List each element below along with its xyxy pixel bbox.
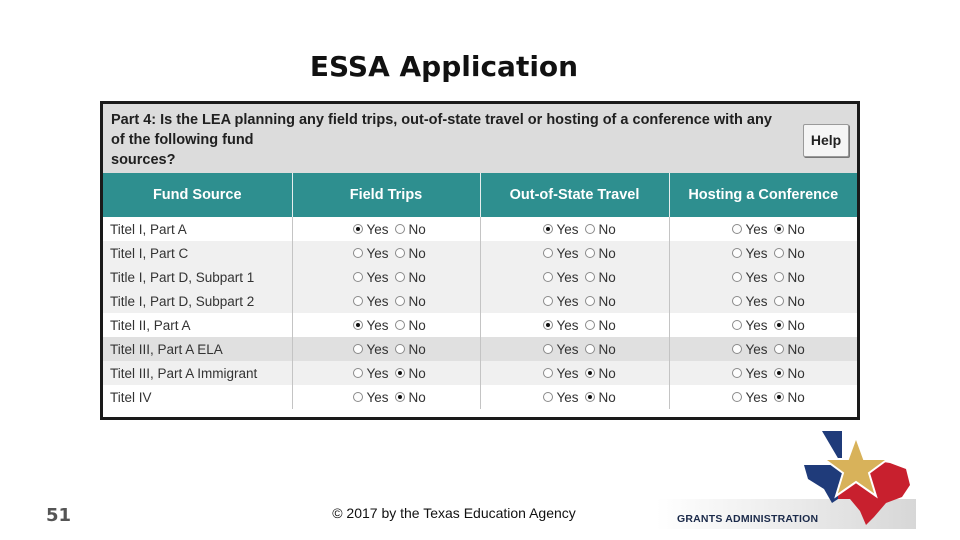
field-trips-yes-radio[interactable] [353,248,363,258]
out-of-state-yes-radio[interactable] [543,224,553,234]
field-trips-yes-radio[interactable] [353,368,363,378]
field-trips-yes-label: Yes [366,365,389,381]
hosting-yes-label: Yes [745,293,768,309]
field-trips-yes-label: Yes [366,317,389,333]
hosting-cell [669,337,857,361]
hosting-yes-label: Yes [745,389,768,405]
field-trips-yes-label: Yes [366,221,389,237]
hosting-yes-label: Yes [745,341,768,357]
out-of-state-yes-label: Yes [556,245,579,261]
field-trips-no-label: No [408,389,426,405]
hosting-no-label: No [787,365,805,381]
hosting-no-label: No [787,221,805,237]
question-line-1: Part 4: Is the LEA planning any field trips, out-of-state travel or hosting of a conference with any of the following fund [111,112,772,148]
out-of-state-no-label: No [598,365,616,381]
out-of-state-radio-group [481,313,669,337]
copyright-notice: © 2017 by the Texas Education Agency [332,505,576,521]
field-trips-no-radio[interactable] [395,320,405,330]
field-trips-no-radio[interactable] [395,272,405,282]
field-trips-no-label: No [408,269,426,285]
out-of-state-cell [480,337,669,361]
out-of-state-no-radio[interactable] [585,344,595,354]
field-trips-no-radio[interactable] [395,368,405,378]
fund-source-cell: Titel I, Part C [103,241,292,265]
field-trips-cell [292,361,480,385]
out-of-state-yes-label: Yes [556,389,579,405]
out-of-state-yes-label: Yes [556,365,579,381]
field-trips-cell [292,217,480,241]
hosting-yes-label: Yes [745,245,768,261]
hosting-yes-radio[interactable] [732,344,742,354]
hosting-cell [669,289,857,313]
hosting-cell [669,313,857,337]
hosting-yes-label: Yes [745,269,768,285]
slide-number: 51 [46,505,72,526]
hosting-no-label: No [787,293,805,309]
field-trips-yes-label: Yes [366,269,389,285]
out-of-state-yes-radio[interactable] [543,248,553,258]
help-button[interactable]: Help [803,124,849,157]
table-row [103,385,857,409]
field-trips-no-label: No [408,341,426,357]
out-of-state-no-label: No [598,269,616,285]
hosting-no-label: No [787,269,805,285]
table-row [103,217,857,241]
hosting-no-radio[interactable] [774,296,784,306]
out-of-state-no-label: No [598,245,616,261]
field-trips-cell [292,265,480,289]
field-trips-no-label: No [408,245,426,261]
hosting-cell [669,265,857,289]
field-trips-radio-group [293,361,480,385]
hosting-radio-group [670,289,858,313]
out-of-state-no-radio[interactable] [585,272,595,282]
out-of-state-cell [480,241,669,265]
field-trips-yes-radio[interactable] [353,296,363,306]
field-trips-yes-label: Yes [366,245,389,261]
out-of-state-no-label: No [598,221,616,237]
out-of-state-no-radio[interactable] [585,320,595,330]
out-of-state-yes-radio[interactable] [543,296,553,306]
field-trips-cell [292,313,480,337]
out-of-state-yes-radio[interactable] [543,272,553,282]
fund-source-cell: Titel III, Part A ELA [103,337,292,361]
out-of-state-yes-radio[interactable] [543,320,553,330]
application-screenshot [100,101,860,420]
hosting-no-radio[interactable] [774,224,784,234]
hosting-yes-radio[interactable] [732,320,742,330]
table-header-row [103,173,857,217]
field-trips-no-radio[interactable] [395,224,405,234]
field-trips-no-radio[interactable] [395,248,405,258]
field-trips-yes-label: Yes [366,389,389,405]
field-trips-no-radio[interactable] [395,344,405,354]
hosting-yes-label: Yes [745,317,768,333]
hosting-cell [669,385,857,409]
field-trips-cell [292,385,480,409]
hosting-radio-group [670,241,858,265]
header-fund-source: Fund Source [103,173,292,217]
table-row [103,289,857,313]
out-of-state-no-radio[interactable] [585,392,595,402]
hosting-radio-group [670,265,858,289]
slide-title: ESSA Application [309,50,579,83]
hosting-yes-radio[interactable] [732,296,742,306]
logo-label: GRANTS ADMINISTRATION [677,513,819,525]
field-trips-no-label: No [408,317,426,333]
field-trips-no-label: No [408,365,426,381]
field-trips-yes-radio[interactable] [353,344,363,354]
hosting-cell [669,217,857,241]
out-of-state-cell [480,289,669,313]
out-of-state-yes-label: Yes [556,293,579,309]
out-of-state-no-radio[interactable] [585,296,595,306]
out-of-state-yes-label: Yes [556,221,579,237]
hosting-radio-group [670,217,858,241]
out-of-state-yes-radio[interactable] [543,344,553,354]
field-trips-radio-group [293,313,480,337]
hosting-no-label: No [787,245,805,261]
out-of-state-radio-group [481,361,669,385]
hosting-no-radio[interactable] [774,368,784,378]
field-trips-cell [292,289,480,313]
out-of-state-radio-group [481,265,669,289]
table-row [103,313,857,337]
out-of-state-cell [480,217,669,241]
hosting-yes-label: Yes [745,221,768,237]
field-trips-yes-radio[interactable] [353,272,363,282]
field-trips-cell [292,337,480,361]
out-of-state-radio-group [481,217,669,241]
header-out-of-state-travel: Out-of-State Travel [480,173,669,217]
fund-source-table [103,173,857,409]
out-of-state-no-label: No [598,317,616,333]
out-of-state-yes-label: Yes [556,269,579,285]
out-of-state-yes-radio[interactable] [543,392,553,402]
field-trips-yes-radio[interactable] [353,320,363,330]
out-of-state-yes-label: Yes [556,341,579,357]
hosting-radio-group [670,361,858,385]
fund-source-cell: Title I, Part D, Subpart 1 [103,265,292,289]
hosting-yes-radio[interactable] [732,224,742,234]
field-trips-yes-label: Yes [366,341,389,357]
out-of-state-no-label: No [598,389,616,405]
fund-source-cell: Title I, Part D, Subpart 2 [103,289,292,313]
hosting-yes-radio[interactable] [732,248,742,258]
hosting-yes-radio[interactable] [732,368,742,378]
field-trips-radio-group [293,217,480,241]
table-row [103,361,857,385]
table-row [103,265,857,289]
hosting-yes-radio[interactable] [732,392,742,402]
out-of-state-yes-label: Yes [556,317,579,333]
out-of-state-cell [480,361,669,385]
field-trips-radio-group [293,265,480,289]
field-trips-no-label: No [408,293,426,309]
out-of-state-no-label: No [598,341,616,357]
out-of-state-radio-group [481,337,669,361]
question-line-2: sources? [111,152,176,168]
field-trips-yes-radio[interactable] [353,224,363,234]
out-of-state-no-radio[interactable] [585,248,595,258]
out-of-state-radio-group [481,241,669,265]
header-hosting-conference: Hosting a Conference [669,173,857,217]
field-trips-radio-group [293,241,480,265]
field-trips-no-radio[interactable] [395,296,405,306]
out-of-state-cell [480,313,669,337]
field-trips-no-radio[interactable] [395,392,405,402]
out-of-state-radio-group [481,385,669,409]
hosting-no-radio[interactable] [774,344,784,354]
out-of-state-no-radio[interactable] [585,368,595,378]
field-trips-radio-group [293,337,480,361]
hosting-no-label: No [787,317,805,333]
hosting-radio-group [670,385,858,409]
table-row [103,241,857,265]
fund-source-cell: Titel I, Part A [103,217,292,241]
part4-header [103,104,857,173]
hosting-no-radio[interactable] [774,272,784,282]
hosting-no-radio[interactable] [774,320,784,330]
field-trips-radio-group [293,385,480,409]
header-field-trips: Field Trips [292,173,480,217]
hosting-yes-label: Yes [745,365,768,381]
hosting-no-radio[interactable] [774,392,784,402]
hosting-no-label: No [787,389,805,405]
texas-star-map-icon [794,419,916,529]
field-trips-yes-label: Yes [366,293,389,309]
hosting-cell [669,361,857,385]
out-of-state-cell [480,265,669,289]
hosting-no-radio[interactable] [774,248,784,258]
fund-source-cell: Titel IV [103,385,292,409]
hosting-yes-radio[interactable] [732,272,742,282]
fund-source-cell: Titel III, Part A Immigrant [103,361,292,385]
out-of-state-radio-group [481,289,669,313]
fund-source-cell: Titel II, Part A [103,313,292,337]
table-row [103,337,857,361]
field-trips-radio-group [293,289,480,313]
hosting-radio-group [670,337,858,361]
out-of-state-no-label: No [598,293,616,309]
out-of-state-no-radio[interactable] [585,224,595,234]
hosting-no-label: No [787,341,805,357]
field-trips-no-label: No [408,221,426,237]
hosting-cell [669,241,857,265]
hosting-radio-group [670,313,858,337]
out-of-state-cell [480,385,669,409]
out-of-state-yes-radio[interactable] [543,368,553,378]
field-trips-yes-radio[interactable] [353,392,363,402]
field-trips-cell [292,241,480,265]
